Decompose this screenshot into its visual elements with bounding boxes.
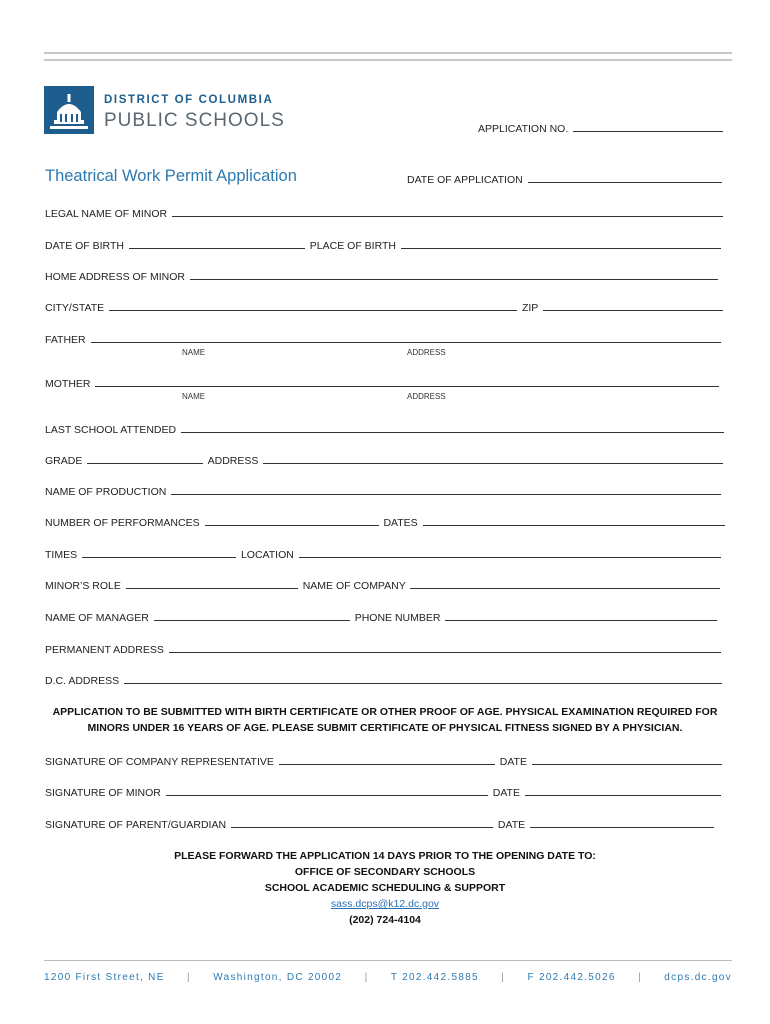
minor-signature-row	[45, 786, 723, 799]
contact-phone: (202) 724-4104	[349, 914, 421, 926]
forwarding-instructions	[40, 848, 730, 928]
grade-address-label: ADDRESS	[207, 455, 259, 467]
place-of-birth-blank[interactable]	[401, 239, 721, 249]
requirements-notice	[40, 704, 730, 736]
company-rep-date-blank[interactable]	[532, 755, 722, 765]
top-border	[44, 52, 732, 61]
company-rep-date-label: DATE	[499, 756, 527, 768]
dcps-logo	[44, 86, 304, 136]
parent-signature-blank[interactable]	[231, 818, 493, 828]
minor-signature-label: SIGNATURE OF MINOR	[45, 787, 161, 799]
role-label: MINOR’S ROLE	[45, 580, 121, 592]
performances-label: NUMBER OF PERFORMANCES	[45, 517, 200, 529]
footer-separator: |	[501, 972, 506, 983]
legal-name-blank[interactable]	[172, 207, 723, 217]
parent-date-label: DATE	[497, 819, 526, 831]
legal-name-field[interactable]	[45, 207, 725, 220]
permanent-address-blank[interactable]	[169, 643, 721, 653]
company-blank[interactable]	[410, 579, 720, 589]
times-blank[interactable]	[82, 548, 236, 558]
location-blank[interactable]	[299, 548, 721, 558]
contact-email-link[interactable]: sass.dcps@k12.dc.gov	[330, 898, 440, 910]
city-state-label: CITY/STATE	[45, 302, 105, 314]
footer-separator: |	[187, 972, 191, 983]
date-of-application-label: DATE OF APPLICATION	[407, 174, 523, 186]
page-title: Theatrical Work Permit Application	[45, 167, 297, 185]
location-label: LOCATION	[240, 549, 294, 561]
footer-city: Washington, DC 20002	[213, 972, 343, 983]
grade-row	[45, 454, 725, 467]
dc-address-blank[interactable]	[124, 674, 722, 684]
father-blank[interactable]	[91, 333, 721, 343]
company-rep-signature-blank[interactable]	[279, 755, 495, 765]
mother-label: MOTHER	[45, 378, 91, 390]
times-row	[45, 548, 723, 561]
notice-line-2: MINORS UNDER 16 YEARS OF AGE. PLEASE SUBMIT CERTIFICATE OF PHYSICAL FITNESS SIGNED BY A PHYSICIAN.	[87, 722, 683, 734]
permanent-address-field[interactable]	[45, 643, 723, 656]
mother-name-caption: NAME	[182, 392, 206, 401]
minor-date-blank[interactable]	[525, 786, 721, 796]
last-school-field[interactable]	[45, 423, 726, 436]
parent-date-blank[interactable]	[530, 818, 714, 828]
performances-blank[interactable]	[205, 516, 379, 526]
legal-name-label: LEGAL NAME OF MINOR	[45, 208, 168, 220]
dc-address-field[interactable]	[45, 674, 724, 687]
production-field[interactable]	[45, 485, 723, 498]
performances-row	[45, 516, 727, 529]
footer-tel: T 202.442.5885	[390, 972, 479, 983]
zip-blank[interactable]	[543, 301, 723, 311]
mother-blank[interactable]	[95, 377, 719, 387]
city-state-blank[interactable]	[109, 301, 517, 311]
father-field[interactable]	[45, 333, 723, 346]
father-name-caption: NAME	[182, 348, 206, 357]
date-of-birth-blank[interactable]	[129, 239, 305, 249]
footer-street: 1200 First Street, NE	[44, 972, 165, 983]
application-no-label: APPLICATION NO.	[478, 123, 569, 135]
manager-label: NAME OF MANAGER	[45, 612, 149, 624]
phone-label: PHONE NUMBER	[354, 612, 441, 624]
notice-line-1: APPLICATION TO BE SUBMITTED WITH BIRTH CERTIFICATE OR OTHER PROOF OF AGE. PHYSICAL EXAMINATION REQUIRED FOR	[52, 706, 718, 718]
father-label: FATHER	[45, 334, 86, 346]
role-blank[interactable]	[126, 579, 298, 589]
manager-blank[interactable]	[154, 611, 350, 621]
mother-address-caption: ADDRESS	[407, 392, 446, 401]
footer-contact	[44, 972, 732, 983]
last-school-label: LAST SCHOOL ATTENDED	[45, 424, 177, 436]
parent-signature-label: SIGNATURE OF PARENT/GUARDIAN	[45, 819, 227, 831]
zip-label: ZIP	[521, 302, 539, 314]
footer-separator: |	[364, 972, 369, 983]
logo-line-2: PUBLIC SCHOOLS	[104, 110, 285, 131]
place-of-birth-label: PLACE OF BIRTH	[309, 240, 396, 252]
footer-fax: F 202.442.5026	[527, 972, 616, 983]
home-address-blank[interactable]	[190, 270, 718, 280]
permanent-address-label: PERMANENT ADDRESS	[45, 644, 164, 656]
footer-website[interactable]: dcps.dc.gov	[664, 972, 732, 983]
dates-label: DATES	[383, 517, 418, 529]
date-of-application-field[interactable]	[407, 173, 724, 186]
logo-line-1: DISTRICT OF COLUMBIA	[104, 94, 274, 106]
times-label: TIMES	[45, 549, 78, 561]
forward-line-3: SCHOOL ACADEMIC SCHEDULING & SUPPORT	[264, 882, 506, 894]
company-rep-signature-row	[45, 755, 724, 768]
last-school-blank[interactable]	[181, 423, 724, 433]
capitol-logo-icon	[44, 86, 94, 134]
date-of-birth-label: DATE OF BIRTH	[45, 240, 124, 252]
dc-address-label: D.C. ADDRESS	[45, 675, 120, 687]
grade-label: GRADE	[45, 455, 83, 467]
home-address-field[interactable]	[45, 270, 720, 283]
grade-address-blank[interactable]	[263, 454, 723, 464]
company-rep-signature-label: SIGNATURE OF COMPANY REPRESENTATIVE	[45, 756, 274, 768]
mother-field[interactable]	[45, 377, 721, 390]
minor-date-label: DATE	[492, 787, 520, 799]
production-blank[interactable]	[171, 485, 721, 495]
dates-blank[interactable]	[423, 516, 725, 526]
date-of-application-blank[interactable]	[528, 173, 722, 183]
application-no-field[interactable]	[478, 122, 725, 135]
footer-divider	[44, 960, 732, 961]
birth-row	[45, 239, 723, 252]
role-row	[45, 579, 722, 592]
minor-signature-blank[interactable]	[166, 786, 488, 796]
forward-line-2: OFFICE OF SECONDARY SCHOOLS	[294, 866, 476, 878]
footer-separator: |	[638, 972, 642, 983]
application-no-blank[interactable]	[573, 122, 723, 132]
parent-signature-row	[45, 818, 716, 831]
manager-row	[45, 611, 719, 624]
phone-blank[interactable]	[445, 611, 717, 621]
father-address-caption: ADDRESS	[407, 348, 446, 357]
production-label: NAME OF PRODUCTION	[45, 486, 167, 498]
company-label: NAME OF COMPANY	[302, 580, 406, 592]
grade-blank[interactable]	[87, 454, 203, 464]
city-zip-row	[45, 301, 725, 314]
forward-line-1: PLEASE FORWARD THE APPLICATION 14 DAYS PRIOR TO THE OPENING DATE TO:	[174, 850, 596, 862]
home-address-label: HOME ADDRESS OF MINOR	[45, 271, 186, 283]
